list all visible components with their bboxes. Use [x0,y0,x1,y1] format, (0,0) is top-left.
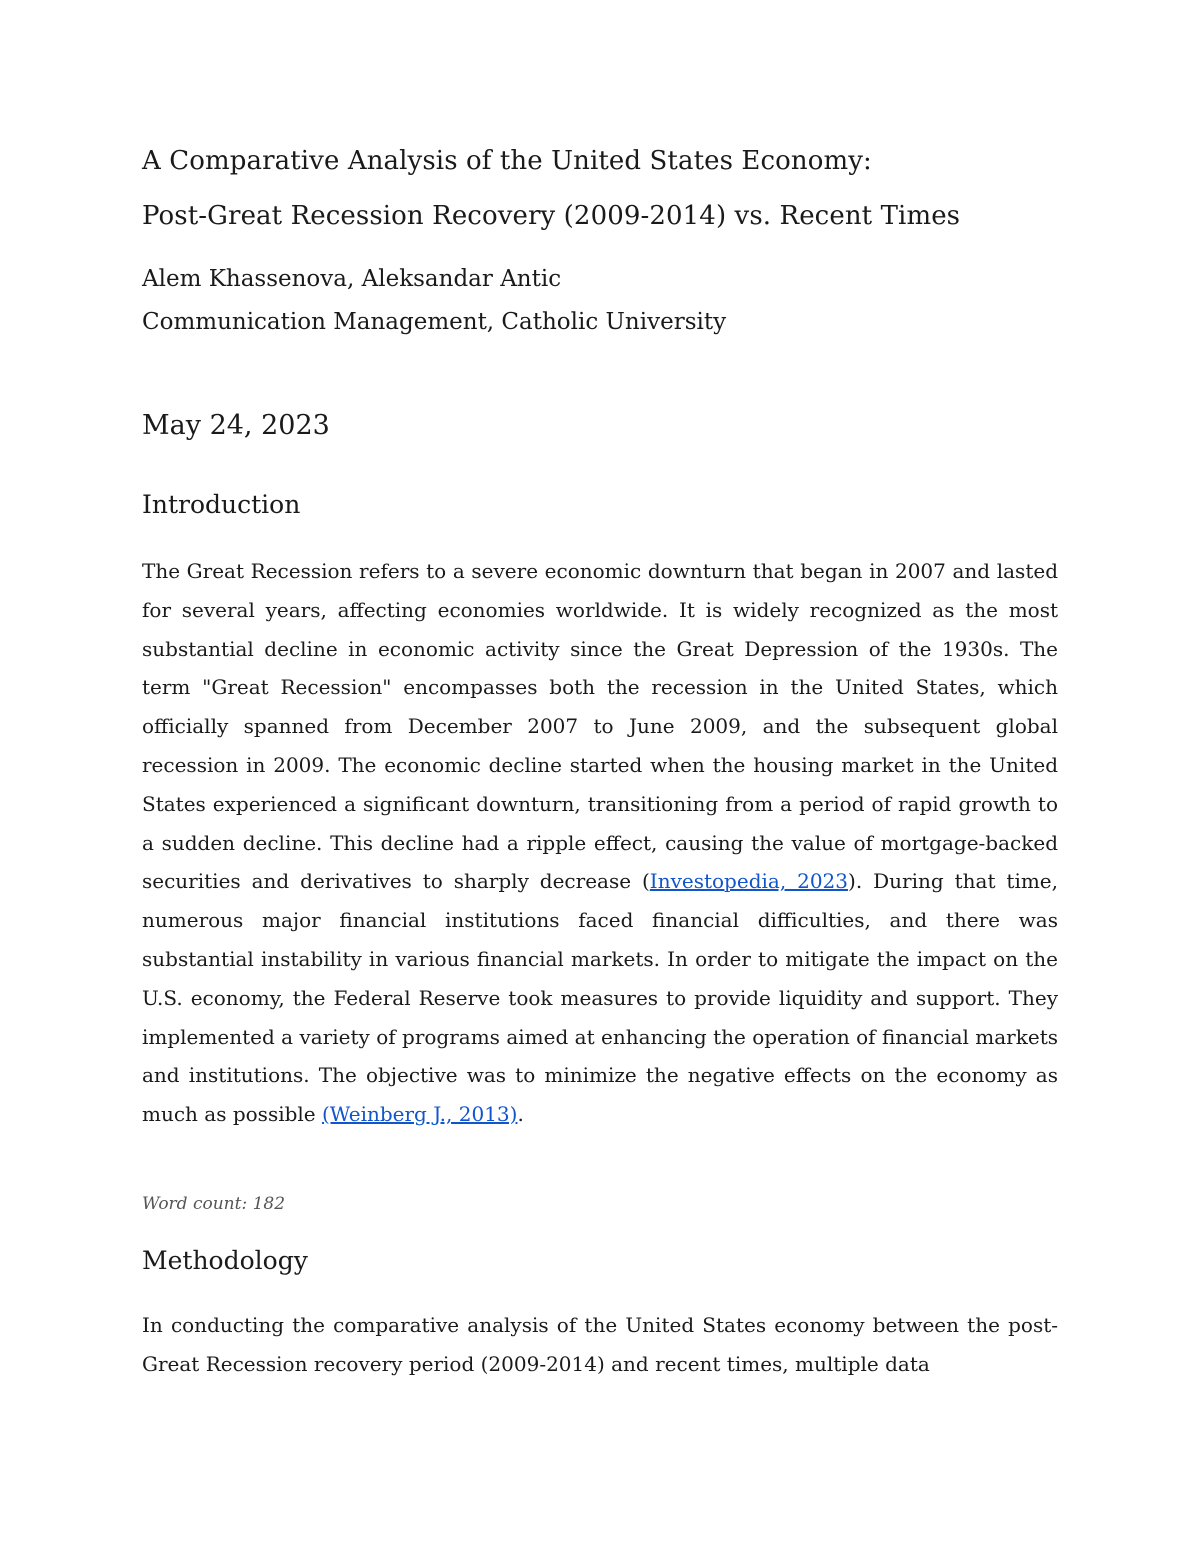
affiliation: Communication Management, Catholic University [142,309,727,335]
word-count: Word count: 182 [142,1194,286,1214]
investopedia-citation-link[interactable]: Investopedia, 2023 [649,869,849,894]
title-line-2: Post-Great Recession Recovery (2009-2014) vs. Recent Times [142,201,961,231]
introduction-heading: Introduction [142,490,301,519]
weinberg-citation-link[interactable]: (Weinberg J., 2013) [322,1102,518,1127]
intro-text-3: . [517,1102,524,1127]
introduction-paragraph [142,552,1058,1134]
title-line-1: A Comparative Analysis of the United States Economy: [142,146,872,176]
intro-text-1: The Great Recession refers to a severe economic downturn that began in 2007 and lasted for several years, affecting economies worldwide. It is widely recognized as the most substantial decline in economic activity since the Great Depression of the 1930s. The term "Great Recession" encompasses both the recession in the United States, which officially spanned from December 2007 to June 2009, and the subsequent global recession in 2009. The economic decline started when the housing market in the United States experienced a significant downturn, transitioning from a period of rapid growth to a sudden decline. This decline had a ripple effect, causing the value of mortgage-backed securities and derivatives to sharply decrease ( [142,559,1058,894]
authors: Alem Khassenova, Aleksandar Antic [142,266,562,292]
methodology-paragraph: In conducting the comparative analysis of the United States economy between the post-Great Recession recovery period (2009-2014) and recent times, multiple data [142,1313,1058,1376]
intro-text-2: ). During that time, numerous major financial institutions faced financial difficulties, and there was substantial instability in various financial markets. In order to mitigate the impact on the U.S. economy, the Federal Reserve took measures to provide liquidity and support. They implemented a variety of programs aimed at enhancing the operation of financial markets and institutions. The objective was to minimize the negative effects on the economy as much as possible [142,869,1059,1127]
methodology-heading: Methodology [142,1246,308,1275]
document-date: May 24, 2023 [142,410,330,441]
